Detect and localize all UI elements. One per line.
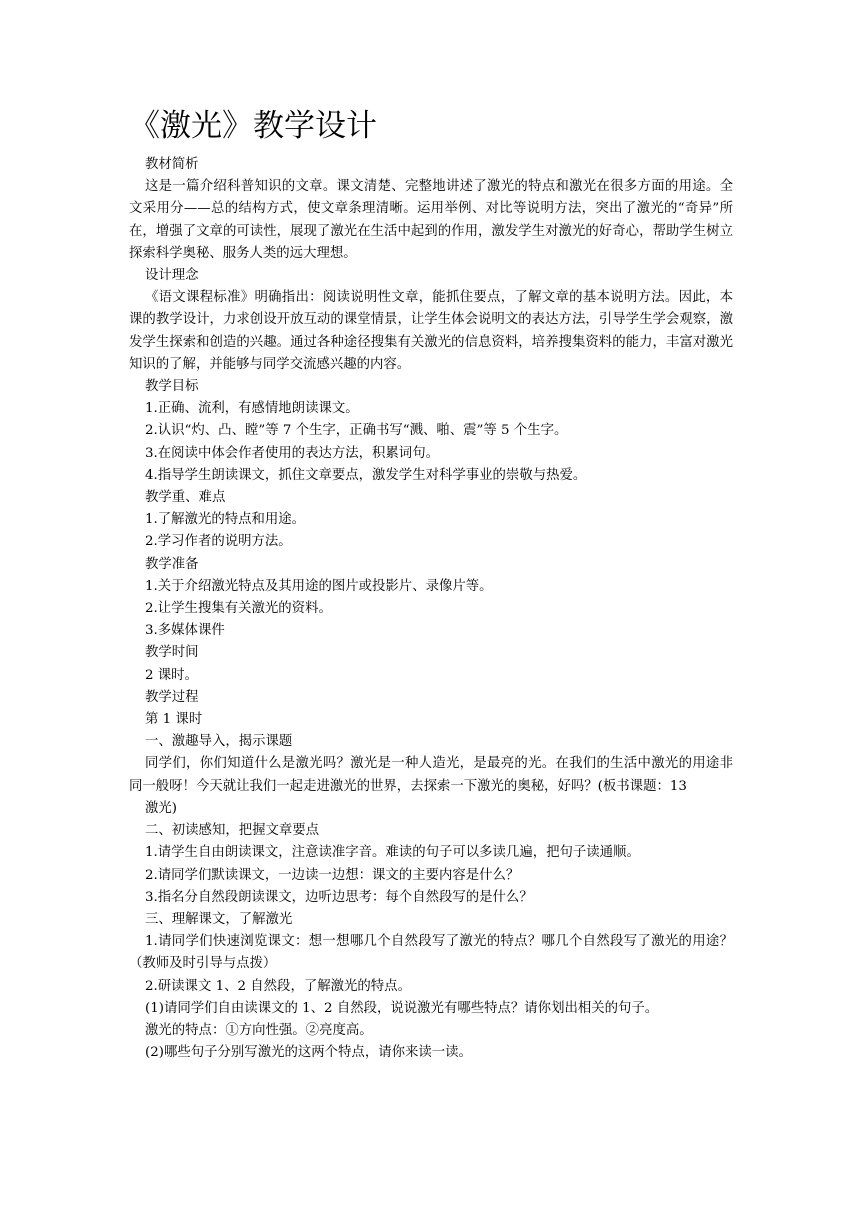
subheading-step-2: 二、初读感知，把握文章要点 xyxy=(145,823,320,839)
list-item: 2 课时。 xyxy=(145,667,198,683)
list-item: 2.请同学们默读课文，一边读一边想：课文的主要内容是什么？ xyxy=(145,867,520,883)
list-item: 2.认识“灼、凸、瞠”等 7 个生字，正确书写“溅、啪、震”等 5 个生字。 xyxy=(145,423,568,439)
document-body xyxy=(129,104,733,1064)
list-item: 2.研读课文 1、2 自然段，了解激光的特点。 xyxy=(145,978,411,994)
list-item: 2.学习作者的说明方法。 xyxy=(145,534,292,550)
list-item: 1.请学生自由朗读课文，注意读准字音。难读的句子可以多读几遍，把句子读通顺。 xyxy=(145,845,640,861)
document-title: 《激光》教学设计 xyxy=(129,108,377,144)
paragraph-material-analysis: 这是一篇介绍科普知识的文章。课文清楚、完整地讲述了激光的特点和激光在很多方面的用途。全文采用分——总的结构方式，使文章条理清晰。运用举例、对比等说明方法，突出了激光的“奇异”所在，增强了文章的可读性，展现了激光在生活中起到的作用，激发学生对激光的好奇心，帮助学生树立探索科学奥秘、服务人类的远大理想。 xyxy=(129,179,733,261)
list-item: 1.关于介绍激光特点及其用途的图片或投影片、录像片等。 xyxy=(145,578,493,594)
list-item: 2.让学生搜集有关激光的资料。 xyxy=(145,601,332,617)
paragraph-intro: 同学们，你们知道什么是激光吗？激光是一种人造光，是最亮的光。在我们的生活中激光的用途非同一般呀！今天就让我们一起走进激光的世界，去探索一下激光的奥秘，好吗？(板书课题：13 xyxy=(129,756,733,794)
list-item: 激光的特点：①方向性强。②亮度高。 xyxy=(145,1022,373,1038)
section-heading-teaching-goals: 教学目标 xyxy=(145,379,199,395)
section-heading-material-analysis: 教材简析 xyxy=(145,157,199,172)
section-heading-key-points: 教学重、难点 xyxy=(145,490,226,506)
list-item: 3.在阅读中体会作者使用的表达方法，积累词句。 xyxy=(145,445,439,461)
list-item: 激光) xyxy=(145,800,178,816)
subheading-step-3: 三、理解课文，了解激光 xyxy=(145,911,293,927)
section-heading-teaching-process: 教学过程 xyxy=(145,689,199,705)
section-heading-preparation: 教学准备 xyxy=(145,556,199,572)
section-heading-design-concept: 设计理念 xyxy=(145,268,199,284)
list-item: 3.指名分自然段朗读课文，边听边思考：每个自然段写的是什么？ xyxy=(145,889,533,905)
section-heading-teaching-time: 教学时间 xyxy=(145,645,199,661)
list-item: 1.正确、流利，有感情地朗读课文。 xyxy=(145,401,359,417)
list-item: 4.指导学生朗读课文，抓住文章要点，激发学生对科学事业的崇敬与热爱。 xyxy=(145,467,587,483)
list-item: (1)请同学们自由读课文的 1、2 自然段，说说激光有哪些特点？请你划出相关的句子。 xyxy=(145,1000,659,1016)
list-item: 1.请同学们快速浏览课文：想一想哪几个自然段写了激光的特点？哪几个自然段写了激光的用途？（教师及时引导与点拨） xyxy=(129,934,733,972)
list-item: 1.了解激光的特点和用途。 xyxy=(145,512,306,528)
subheading-step-1: 一、激趣导入，揭示课题 xyxy=(145,734,293,750)
paragraph-design-concept: 《语文课程标准》明确指出：阅读说明性文章，能抓住要点，了解文章的基本说明方法。因此，本课的教学设计，力求创设开放互动的课堂情景，让学生体会说明文的表达方法，引导学生学会观察，激发学生探索和创造的兴趣。通过各种途径搜集有关激光的信息资料，培养搜集资料的能力，丰富对激光知识的了解，并能够与同学交流感兴趣的内容。 xyxy=(129,290,733,372)
subheading-lesson-1: 第 1 课时 xyxy=(145,712,203,728)
list-item: 3.多媒体课件 xyxy=(145,623,225,639)
list-item: (2)哪些句子分别写激光的这两个特点，请你来读一读。 xyxy=(145,1045,472,1061)
